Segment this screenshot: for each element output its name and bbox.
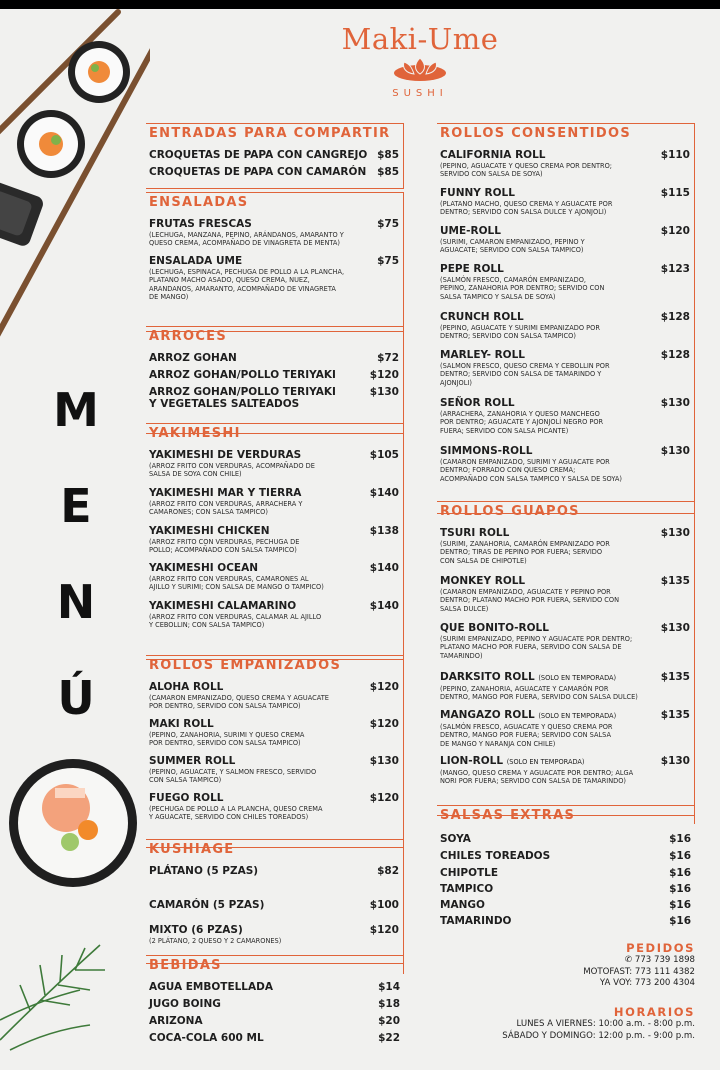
item-name-text: YAKIMESHI MAR Y TIERRA bbox=[149, 487, 302, 499]
menu-item bbox=[149, 924, 399, 945]
item-name bbox=[149, 255, 399, 267]
item-name bbox=[440, 867, 691, 879]
item-name-text: ARROZ GOHAN/POLLO TERIYAKI bbox=[149, 386, 336, 398]
item-price: $120 bbox=[369, 924, 399, 936]
item-price: $123 bbox=[660, 263, 690, 275]
item-description: Y AGUACATE, SERVIDO CON CHILES TOREADOS) bbox=[149, 813, 309, 822]
item-description: ARANDANOS, AMARANTO, ACOMPAÑADO DE VINAGRETA bbox=[149, 284, 336, 293]
item-name-text: ALOHA ROLL bbox=[149, 681, 224, 693]
item-name bbox=[440, 709, 690, 722]
item-description: (CAMARON EMPANIZADO, SURIMI Y AGUACATE POR bbox=[440, 458, 610, 466]
menu-item bbox=[440, 187, 690, 217]
item-description: (ARRACHERA, ZANAHORIA Y QUESO MANCHEGO bbox=[440, 410, 600, 418]
item-description: (ARROZ FRITO CON VERDURAS, ACOMPAÑADO DE bbox=[149, 462, 315, 470]
item-name-text: FUNNY ROLL bbox=[440, 187, 515, 199]
section-title: BEBIDAS bbox=[146, 955, 404, 974]
section-title: ENTRADAS PARA COMPARTIR bbox=[146, 123, 404, 142]
brand-subtitle: SUSHI bbox=[392, 88, 448, 99]
menu-item bbox=[149, 865, 399, 877]
menu-item bbox=[440, 445, 690, 483]
menu-item bbox=[440, 149, 690, 179]
item-price: $16 bbox=[669, 850, 691, 862]
item-description: (CAMARON EMPANIZADO, QUESO CREMA Y AGUACATE bbox=[149, 694, 329, 702]
item-name bbox=[440, 225, 690, 237]
item-description: (SURIMI, ZANAHORIA, CAMARÓN EMPANIZADO POR bbox=[440, 540, 610, 548]
menu-item bbox=[440, 225, 690, 255]
item-name-text: FUEGO ROLL bbox=[149, 792, 224, 804]
item-description: AGUACATE; SERVIDO CON SALSA TAMPICO) bbox=[440, 246, 584, 255]
menu-item bbox=[149, 681, 399, 711]
item-name-text: YAKIMESHI OCEAN bbox=[149, 562, 259, 574]
item-price: $105 bbox=[369, 449, 399, 461]
item-name-text: ENSALADA UME bbox=[149, 255, 243, 267]
item-description: (SALMON FRESCO, QUESO CREMA Y CEBOLLIN POR bbox=[440, 362, 610, 370]
item-description: (PEPINO, AGUACATE Y SURIMI EMPANIZADO POR bbox=[440, 324, 600, 332]
menu-letter: N bbox=[56, 575, 96, 629]
item-price: $20 bbox=[378, 1015, 400, 1027]
phone-number: 773 739 1898 bbox=[634, 955, 695, 965]
item-name bbox=[440, 527, 690, 539]
item-price: $14 bbox=[378, 981, 400, 993]
menu-item bbox=[149, 600, 399, 630]
item-price: $85 bbox=[377, 149, 399, 161]
item-price: $130 bbox=[660, 527, 690, 539]
item-price: $128 bbox=[660, 311, 690, 323]
item-name bbox=[149, 1015, 400, 1027]
menu-item bbox=[149, 1032, 400, 1044]
menu-section bbox=[146, 955, 404, 1070]
section-title: ROLLOS CONSENTIDOS bbox=[437, 123, 695, 142]
item-description: (ARROZ FRITO CON VERDURAS, ARRACHERA Y bbox=[149, 500, 303, 508]
dill-herb-icon bbox=[0, 945, 105, 1050]
sushi-roll-icon bbox=[17, 110, 85, 178]
item-price: $16 bbox=[669, 867, 691, 879]
item-price: $120 bbox=[369, 792, 399, 804]
item-price: $135 bbox=[660, 575, 690, 587]
item-price: $18 bbox=[378, 998, 400, 1010]
menu-item bbox=[149, 998, 400, 1010]
item-name bbox=[440, 755, 690, 768]
menu-item bbox=[149, 899, 399, 911]
item-name bbox=[149, 924, 399, 936]
menu-item bbox=[149, 525, 399, 555]
item-price: $140 bbox=[369, 600, 399, 612]
item-name-text: CROQUETAS DE PAPA CON CANGREJO bbox=[149, 149, 368, 161]
section-body bbox=[437, 520, 695, 816]
item-name bbox=[149, 899, 399, 911]
item-price: $22 bbox=[378, 1032, 400, 1044]
menu-item bbox=[440, 311, 690, 341]
item-name bbox=[149, 218, 399, 230]
menu-item bbox=[149, 792, 399, 822]
menu-item bbox=[149, 149, 399, 161]
item-name-text: MANGO bbox=[440, 899, 485, 911]
section-body bbox=[146, 974, 404, 1070]
item-price: $135 bbox=[660, 671, 690, 683]
item-name-text: ARROZ GOHAN/POLLO TERIYAKI bbox=[149, 369, 336, 381]
lotus-logo-icon bbox=[390, 56, 450, 82]
item-name-text: DARKSITO ROLL bbox=[440, 671, 535, 683]
menu-item bbox=[149, 487, 399, 517]
item-description: QUESO CREMA, ACOMPAÑADO DE VINAGRETA DE MENTA) bbox=[149, 239, 340, 248]
menu-letter: Ú bbox=[57, 671, 95, 725]
menu-section bbox=[146, 423, 404, 660]
item-price: $75 bbox=[377, 255, 399, 267]
item-name-text: CROQUETAS DE PAPA CON CAMARÓN bbox=[149, 166, 367, 178]
item-name-text: CRUNCH ROLL bbox=[440, 311, 524, 323]
item-description: (LECHUGA, ESPINACA, PECHUGA DE POLLO A LA PLANCHA, bbox=[149, 268, 345, 276]
item-note: (SOLO EN TEMPORADA) bbox=[506, 758, 585, 766]
item-description: (MANGO, QUESO CREMA Y AGUACATE POR DENTRO; ALGA bbox=[440, 769, 634, 777]
section-body bbox=[146, 674, 404, 848]
item-name-text: COCA-COLA 600 ML bbox=[149, 1032, 264, 1044]
item-name-text: YAKIMESHI CALAMARINO bbox=[149, 600, 297, 612]
item-name bbox=[149, 369, 399, 381]
menu-section bbox=[437, 123, 695, 514]
section-body bbox=[437, 142, 695, 514]
menu-item bbox=[149, 166, 399, 178]
item-description: CAMARONES; CON SALSA TAMPICO) bbox=[149, 508, 268, 517]
menu-item bbox=[149, 449, 399, 479]
pedidos-block bbox=[583, 941, 695, 990]
item-name bbox=[440, 671, 690, 684]
item-name bbox=[440, 622, 690, 634]
item-description: DE MANGO) bbox=[149, 292, 189, 301]
item-description: DENTRO, MANGO POR FUERA, SERVIDO CON SALSA DULCE) bbox=[440, 693, 638, 702]
item-name bbox=[440, 883, 691, 895]
item-name-text: JUGO BOING bbox=[149, 998, 221, 1010]
item-description: SALSA DE SOYA CON CHILE) bbox=[149, 470, 242, 479]
menu-item bbox=[149, 755, 399, 785]
item-price: $130 bbox=[369, 386, 399, 398]
item-description: (ARROZ FRITO CON VERDURAS, CAMARONES AL bbox=[149, 575, 309, 583]
menu-section bbox=[146, 839, 404, 964]
menu-item bbox=[149, 1015, 400, 1027]
item-price: $130 bbox=[660, 755, 690, 767]
item-name-text: UME-ROLL bbox=[440, 225, 501, 237]
item-price: $75 bbox=[377, 218, 399, 230]
menu-item bbox=[149, 218, 399, 248]
menu-section bbox=[146, 192, 404, 332]
item-name bbox=[149, 352, 399, 364]
section-body bbox=[146, 211, 404, 332]
item-price: $120 bbox=[369, 369, 399, 381]
item-name-text: CALIFORNIA ROLL bbox=[440, 149, 546, 161]
item-name-text: TAMARINDO bbox=[440, 915, 512, 927]
menu-item bbox=[440, 709, 690, 748]
item-description: NORI POR FUERA; SERVIDO CON SALSA DE TAMARINDO) bbox=[440, 777, 626, 786]
menu-section bbox=[437, 501, 695, 816]
item-name bbox=[440, 397, 690, 409]
item-description: (PEPINO, AGUACATE Y QUESO CREMA POR DENTRO; bbox=[440, 162, 613, 170]
menu-item bbox=[440, 263, 690, 301]
menu-item bbox=[149, 369, 399, 381]
item-description: SALSA DULCE) bbox=[440, 604, 489, 613]
item-name-text: TSURI ROLL bbox=[440, 527, 510, 539]
item-name-text: ARROZ GOHAN bbox=[149, 352, 237, 364]
item-description: DE MANGO Y NARANJA CON CHILE) bbox=[440, 739, 556, 748]
item-note: (SOLO EN TEMPORADA) bbox=[538, 712, 617, 720]
menu-item bbox=[440, 397, 690, 435]
menu-section bbox=[146, 123, 404, 189]
item-price: $100 bbox=[369, 899, 399, 911]
item-description: (PLATANO MACHO, QUESO CREMA Y AGUACATE POR bbox=[440, 200, 613, 208]
item-name bbox=[149, 600, 399, 612]
item-description: (PEPINO, ZANAHORIA, AGUACATE Y CAMARÓN POR bbox=[440, 685, 609, 693]
item-name bbox=[149, 166, 399, 178]
horarios-block bbox=[502, 1005, 695, 1042]
item-price: $120 bbox=[369, 681, 399, 693]
item-name-text: YAKIMESHI CHICKEN bbox=[149, 525, 270, 537]
item-description: CON SALSA DE CHIPOTLE) bbox=[440, 556, 527, 565]
item-name-text: PLÁTANO (5 PZAS) bbox=[149, 865, 259, 877]
item-description: DENTRO; FORRADO CON QUESO CREMA; bbox=[440, 466, 576, 475]
item-name bbox=[440, 575, 690, 587]
item-description: PLATANO MACHO POR FUERA, SERVIDO CON SALSA DE bbox=[440, 643, 622, 652]
item-description: (2 PLÁTANO, 2 QUESO Y 2 CAMARONES) bbox=[149, 937, 282, 945]
item-description: TAMARINDO) bbox=[440, 651, 483, 660]
item-description: DENTRO, MANGO POR FUERA; SERVIDO CON SALSA bbox=[440, 731, 611, 740]
item-price: $135 bbox=[660, 709, 690, 721]
item-name bbox=[440, 850, 691, 862]
item-name bbox=[440, 263, 690, 275]
item-price: $85 bbox=[377, 166, 399, 178]
item-price: $128 bbox=[660, 349, 690, 361]
item-name bbox=[149, 487, 399, 499]
item-price: $16 bbox=[669, 915, 691, 927]
menu-section bbox=[146, 655, 404, 848]
menu-vertical-title bbox=[48, 362, 104, 746]
item-description: PLATANO MACHO ASADO, QUESO CREMA, NUEZ, bbox=[149, 276, 310, 285]
item-description: AJONJOLI) bbox=[440, 378, 472, 387]
item-description: (PECHUGA DE POLLO A LA PLANCHA, QUESO CREMA bbox=[149, 805, 323, 813]
item-name-text: MANGAZO ROLL bbox=[440, 709, 535, 721]
item-description: (PEPINO, ZANAHORIA, SURIMI Y QUESO CREMA bbox=[149, 731, 305, 739]
item-description: SALSA TAMPICO Y SALSA DE SOYA) bbox=[440, 292, 556, 301]
section-body bbox=[146, 142, 404, 189]
item-description: (SURIMI, CAMARON EMPANIZADO, PEPINO Y bbox=[440, 238, 585, 246]
item-description: (CAMARON EMPANIZADO, AGUACATE Y PEPINO POR bbox=[440, 588, 611, 596]
item-description: Y CEBOLLIN; CON SALSA TAMPICO) bbox=[149, 621, 265, 630]
item-name bbox=[440, 915, 691, 927]
menu-item bbox=[440, 575, 690, 613]
menu-item bbox=[440, 755, 690, 786]
item-name bbox=[149, 449, 399, 461]
menu-item bbox=[440, 899, 691, 911]
menu-item bbox=[440, 622, 690, 660]
item-name-text: SIMMONS-ROLL bbox=[440, 445, 533, 457]
item-name-text: CAMARÓN (5 PZAS) bbox=[149, 899, 265, 911]
item-name-text: MONKEY ROLL bbox=[440, 575, 526, 587]
item-name bbox=[149, 718, 399, 730]
section-title: YAKIMESHI bbox=[146, 423, 404, 442]
item-price: $16 bbox=[669, 883, 691, 895]
item-description: DENTRO; PLATANO MACHO POR FUERA, SERVIDO CON bbox=[440, 596, 620, 605]
item-description: (SURIMI EMPANIZADO, PEPINO Y AGUACATE POR DENTRO; bbox=[440, 635, 633, 643]
item-price: $115 bbox=[660, 187, 690, 199]
section-title: ROLLOS EMPANIZADOS bbox=[146, 655, 404, 674]
item-name-line2: Y VEGETALES SALTEADOS bbox=[149, 398, 300, 410]
item-price: $82 bbox=[377, 865, 399, 877]
menu-item bbox=[149, 981, 400, 993]
item-price: $138 bbox=[369, 525, 399, 537]
sushi-roll-icon bbox=[0, 179, 45, 248]
item-description: ACOMPAÑADO CON SALSA TAMPICO Y SALSA DE SOYA) bbox=[440, 474, 622, 483]
item-description: DENTRO; SERVIDO CON SALSA TAMPICO) bbox=[440, 332, 576, 341]
item-name bbox=[149, 792, 399, 804]
item-name bbox=[149, 386, 399, 398]
item-name bbox=[440, 311, 690, 323]
item-name-text: SEÑOR ROLL bbox=[440, 397, 515, 409]
item-name bbox=[149, 149, 399, 161]
menu-section bbox=[146, 326, 404, 434]
phone-line bbox=[583, 955, 695, 967]
item-description: (PEPINO, AGUACATE, Y SALMON FRESCO, SERVIDO bbox=[149, 768, 317, 776]
item-name-text: FRUTAS FRESCAS bbox=[149, 218, 252, 230]
item-price: $72 bbox=[377, 352, 399, 364]
whatsapp-icon: ✆ bbox=[624, 955, 633, 965]
section-body bbox=[146, 858, 404, 964]
menu-item bbox=[440, 833, 691, 845]
menu-item bbox=[440, 527, 690, 565]
horarios-title: HORARIOS bbox=[613, 1005, 695, 1019]
menu-item bbox=[149, 718, 399, 748]
item-name-text: YAKIMESHI DE VERDURAS bbox=[149, 449, 302, 461]
item-price: $130 bbox=[660, 445, 690, 457]
sushi-roll-icon bbox=[9, 759, 137, 887]
section-title: ENSALADAS bbox=[146, 192, 404, 211]
item-name bbox=[440, 833, 691, 845]
item-description: FUERA; SERVIDO CON SALSA PICANTE) bbox=[440, 426, 569, 435]
section-body bbox=[146, 345, 404, 434]
item-name-text: SOYA bbox=[440, 833, 471, 845]
section-title: ARROCES bbox=[146, 326, 404, 345]
menu-item bbox=[149, 386, 399, 410]
item-name bbox=[149, 865, 399, 877]
item-name bbox=[149, 1032, 400, 1044]
item-name bbox=[440, 899, 691, 911]
item-description: AJILLO Y SURIMI; CON SALSA DE MANGO O TAMPICO) bbox=[149, 583, 324, 592]
menu-item bbox=[440, 349, 690, 387]
item-name-text: TAMPICO bbox=[440, 883, 494, 895]
item-name bbox=[440, 149, 690, 161]
menu-item bbox=[440, 883, 691, 895]
menu-item bbox=[440, 671, 690, 702]
item-name-text: CHIPOTLE bbox=[440, 867, 499, 879]
menu-item bbox=[149, 352, 399, 364]
section-body bbox=[146, 442, 404, 660]
sushi-roll-icon bbox=[68, 41, 130, 103]
section-title: KUSHIAGE bbox=[146, 839, 404, 858]
item-price: $140 bbox=[369, 562, 399, 574]
item-name-text: QUE BONITO-ROLL bbox=[440, 622, 549, 634]
menu-item bbox=[149, 255, 399, 301]
menu-letter: M bbox=[53, 383, 99, 437]
item-name bbox=[149, 525, 399, 537]
item-description: POLLO; ACOMPAÑADO CON SALSA TAMPICO) bbox=[149, 546, 297, 555]
item-price: $140 bbox=[369, 487, 399, 499]
menu-item bbox=[149, 562, 399, 592]
item-name bbox=[149, 998, 400, 1010]
item-description: POR DENTRO, SERVIDO CON SALSA TAMPICO) bbox=[149, 739, 301, 748]
menu-letter: E bbox=[60, 479, 92, 533]
item-description: SERVIDO CON SALSA DE SOYA) bbox=[440, 170, 543, 179]
item-description: DENTRO; SERVIDO CON SALSA DULCE Y AJONJOLI) bbox=[440, 208, 607, 217]
item-description: (ARROZ FRITO CON VERDURAS, PECHUGA DE bbox=[149, 538, 300, 546]
item-name bbox=[149, 755, 399, 767]
item-name bbox=[149, 562, 399, 574]
item-price: $130 bbox=[369, 755, 399, 767]
item-name-text: SUMMER ROLL bbox=[149, 755, 236, 767]
item-price: $130 bbox=[660, 397, 690, 409]
item-name-text: ARIZONA bbox=[149, 1015, 203, 1027]
schedule-line: LUNES A VIERNES: 10:00 a.m. - 8:00 p.m. bbox=[516, 1019, 695, 1029]
item-name bbox=[440, 187, 690, 199]
item-description: DENTRO; SERVIDO CON SALSA DE TAMARINDO Y bbox=[440, 370, 602, 379]
item-description: (LECHUGA, MANZANA, PEPINO, ARÁNDANOS, AMARANTO Y bbox=[149, 231, 344, 239]
item-name bbox=[149, 981, 400, 993]
item-price: $120 bbox=[660, 225, 690, 237]
item-name-text: LION-ROLL bbox=[440, 755, 504, 767]
item-note: (SOLO EN TEMPORADA) bbox=[538, 674, 617, 682]
brand bbox=[330, 22, 510, 99]
item-name bbox=[440, 445, 690, 457]
item-name-text: PEPE ROLL bbox=[440, 263, 504, 275]
item-price: $16 bbox=[669, 833, 691, 845]
item-description: PEPINO, ZANAHORIA POR DENTRO; SERVIDO CON bbox=[440, 284, 605, 293]
item-name-text: AGUA EMBOTELLADA bbox=[149, 981, 273, 993]
item-description: (SALMÓN FRESCO, AGUACATE Y QUESO CREMA POR bbox=[440, 723, 613, 731]
item-price: $120 bbox=[369, 718, 399, 730]
item-name-text: CHILES TOREADOS bbox=[440, 850, 551, 862]
item-name-text: MAKI ROLL bbox=[149, 718, 214, 730]
schedule-line: SÁBADO Y DOMINGO: 12:00 p.m. - 9:00 p.m. bbox=[502, 1030, 695, 1041]
section-title: SALSAS EXTRAS bbox=[437, 805, 695, 824]
menu-item bbox=[440, 850, 691, 862]
menu-item bbox=[440, 867, 691, 879]
phone-line: YA VOY: 773 200 4304 bbox=[599, 978, 695, 988]
item-price: $16 bbox=[669, 899, 691, 911]
phone-line: MOTOFAST: 773 111 4382 bbox=[583, 966, 695, 977]
item-description: (ARROZ FRITO CON VERDURAS, CALAMAR AL AJILLO bbox=[149, 613, 322, 621]
menu-item bbox=[440, 915, 691, 927]
item-description: (SALMÓN FRESCO, CAMARÓN EMPANIZADO, bbox=[440, 276, 586, 284]
item-description: CON SALSA TAMPICO) bbox=[149, 776, 222, 785]
item-name-text: MIXTO (6 PZAS) bbox=[149, 924, 243, 936]
pedidos-title: PEDIDOS bbox=[626, 941, 695, 955]
item-name bbox=[440, 349, 690, 361]
item-description: DENTRO; TIRAS DE PEPINO POR FUERA; SERVIDO bbox=[440, 548, 603, 557]
item-name-text: MARLEY- ROLL bbox=[440, 349, 525, 361]
brand-name: Maki-Ume bbox=[341, 22, 499, 56]
item-price: $110 bbox=[660, 149, 690, 161]
item-name bbox=[149, 681, 399, 693]
item-description: POR DENTRO; AGUACATE Y AJONJOLÍ NEGRO POR bbox=[440, 418, 604, 427]
section-title: ROLLOS GUAPOS bbox=[437, 501, 695, 520]
item-description: POR DENTRO, SERVIDO CON SALSA TAMPICO) bbox=[149, 702, 301, 711]
item-price: $130 bbox=[660, 622, 690, 634]
